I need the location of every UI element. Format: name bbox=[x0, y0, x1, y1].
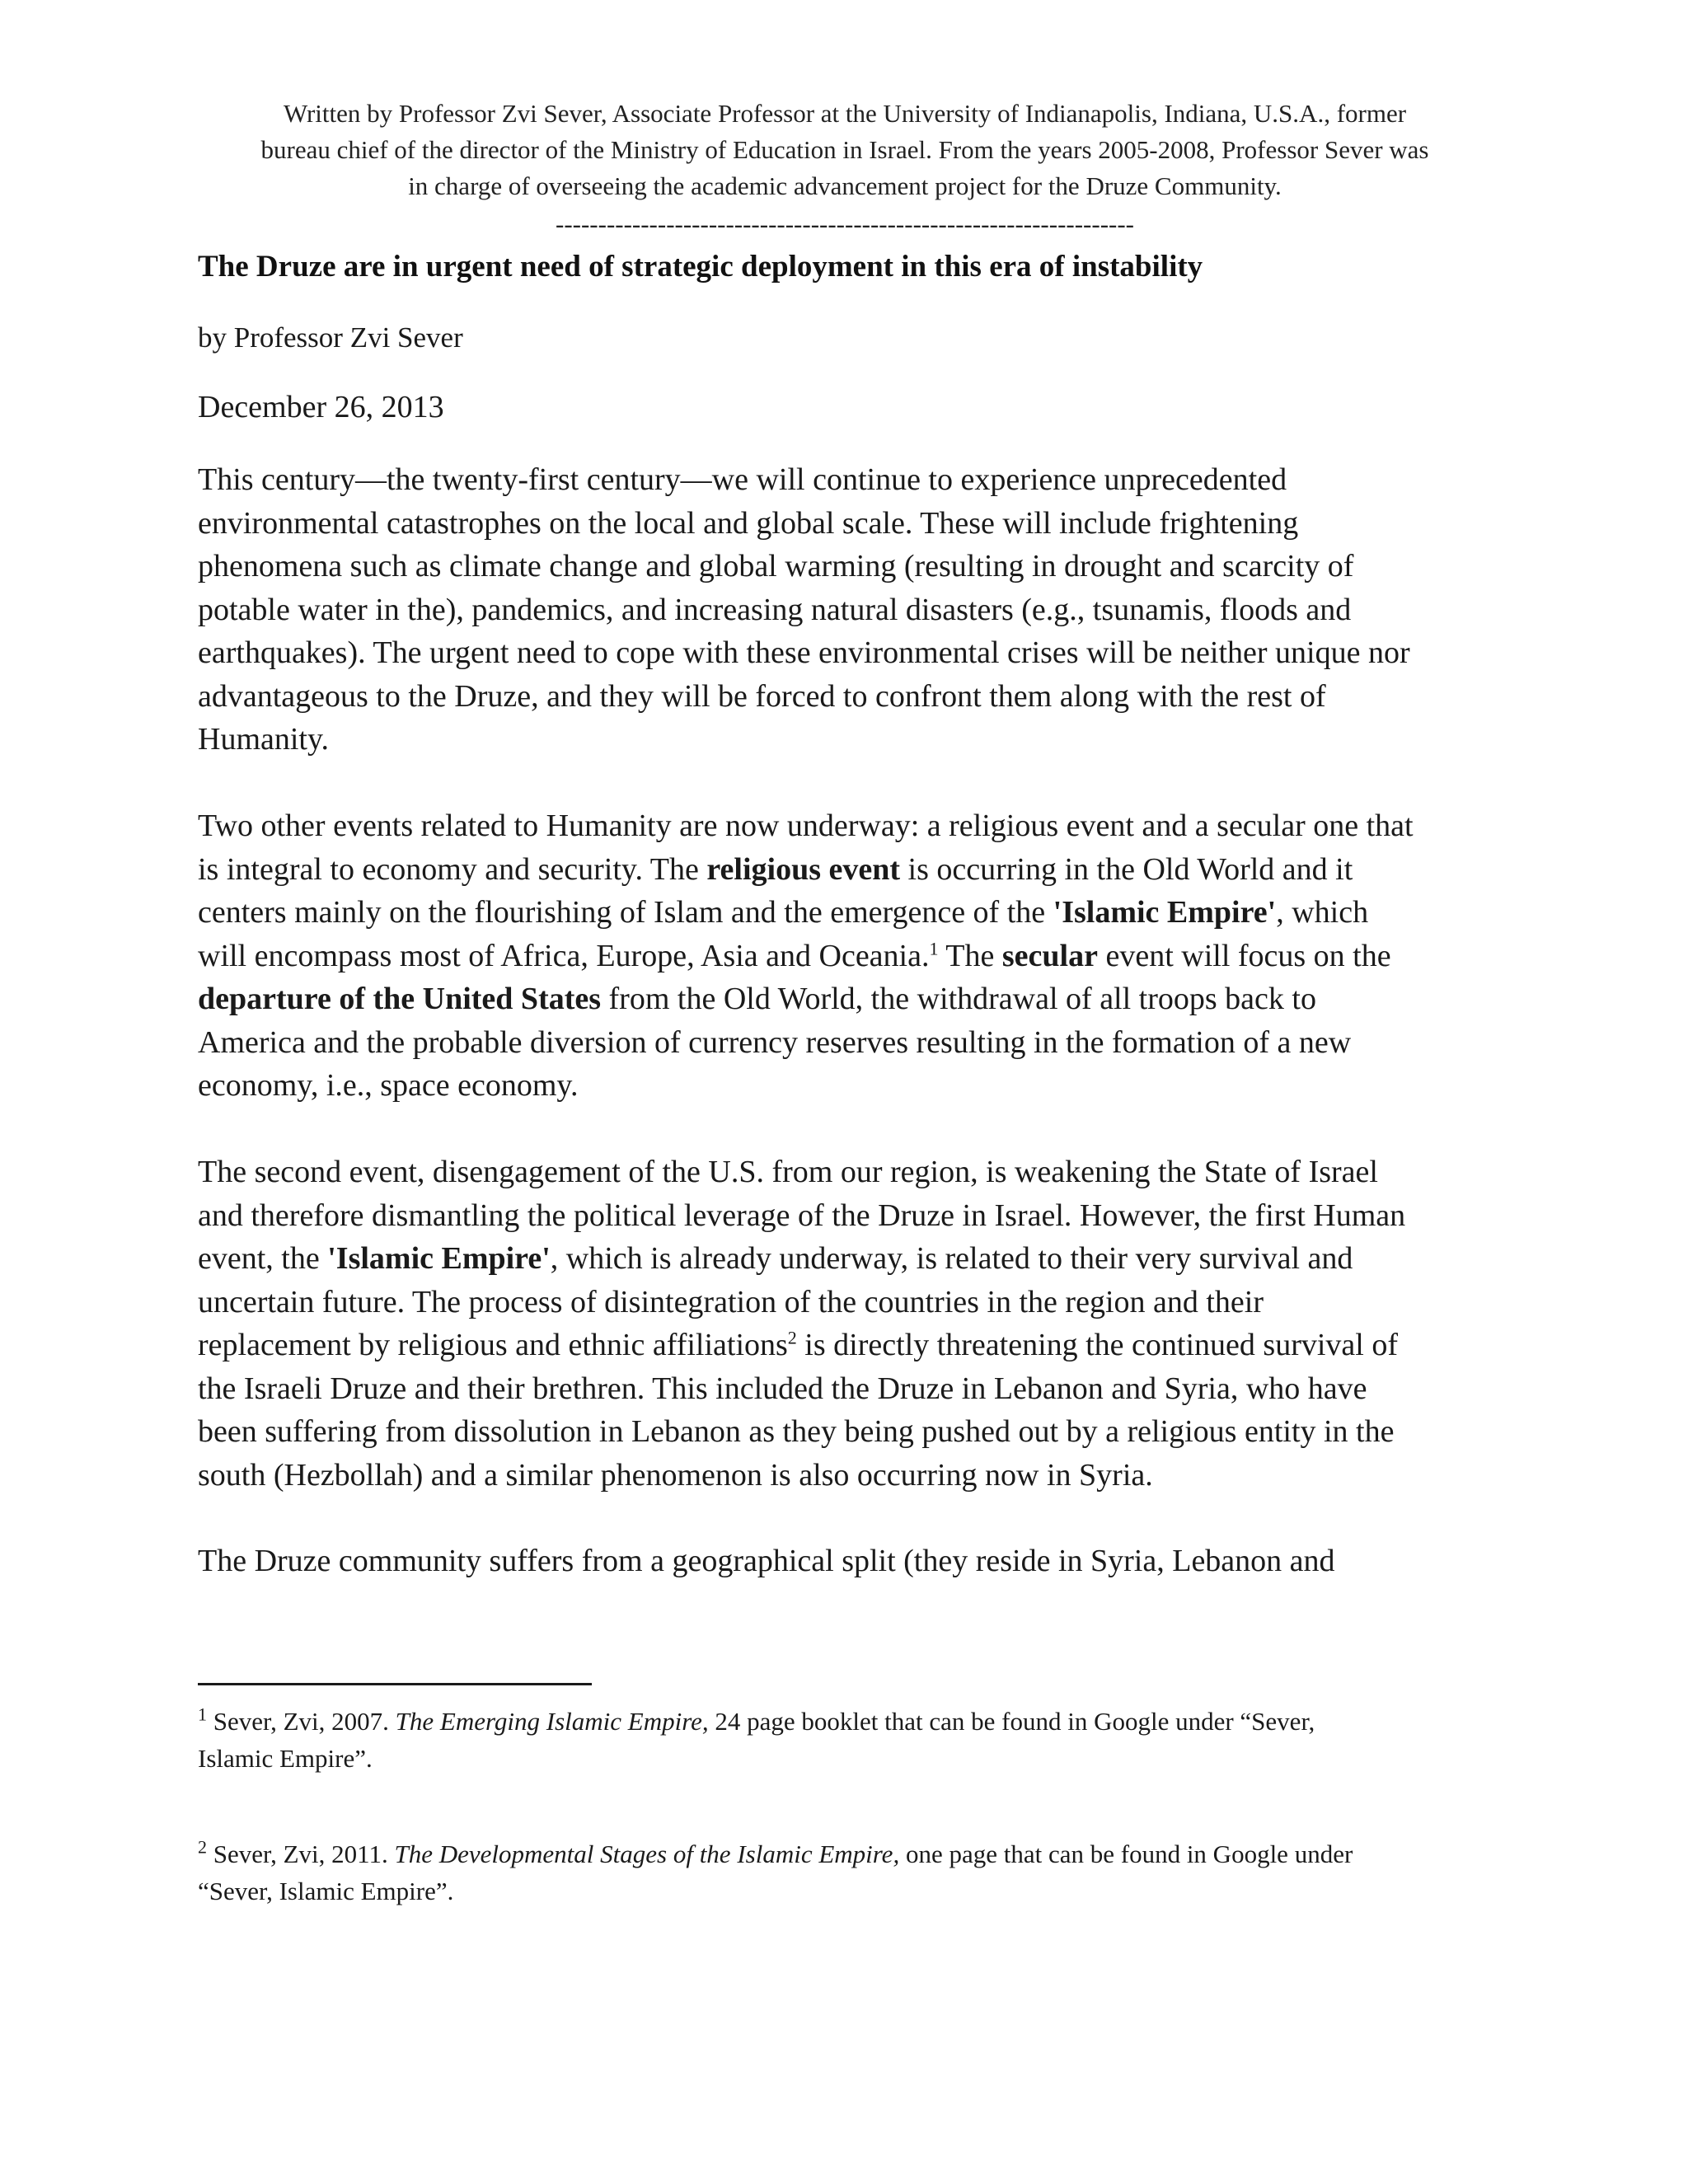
emphasis-religious-event: religious event bbox=[706, 851, 901, 887]
text-line: “Sever, Islamic Empire”. bbox=[198, 1877, 454, 1905]
text-run: 24 page booklet that can be found in Google under “Sever, bbox=[708, 1707, 1315, 1736]
text-run: , which is already underway, is related to their very survival and bbox=[550, 1241, 1353, 1276]
text-line: The second event, disengagement of the U.S. from our region, is weakening the State of Israel bbox=[198, 1155, 1378, 1189]
text-line bbox=[198, 1835, 1500, 1872]
text-run: The bbox=[938, 938, 1002, 973]
text-run: , which bbox=[1276, 895, 1369, 930]
footnote-1 bbox=[198, 1703, 1500, 1777]
text-line: This century—the twenty-first century—we will continue to experience unprecedented bbox=[198, 462, 1287, 497]
paragraph-3 bbox=[198, 1151, 1500, 1497]
preface-line: bureau chief of the director of the Ministry of Education in Israel. From the years 2005-2008, Professor Sever was bbox=[260, 135, 1429, 164]
emphasis-us-departure: departure of the United States bbox=[198, 982, 602, 1016]
footnote-divider bbox=[198, 1683, 592, 1685]
article-date: December 26, 2013 bbox=[198, 390, 444, 424]
author-preface bbox=[198, 96, 1492, 204]
text-line: Islamic Empire”. bbox=[198, 1744, 373, 1773]
footnote-ref-1[interactable]: 1 bbox=[929, 937, 939, 958]
text-line: advantageous to the Druze, and they will be forced to confront them along with the rest of bbox=[198, 678, 1326, 714]
article-title: The Druze are in urgent need of strategic deployment in this era of instability bbox=[198, 250, 1203, 284]
text-run: event, the bbox=[198, 1241, 328, 1276]
emphasis-secular: secular bbox=[1001, 938, 1098, 973]
preface-line: in charge of overseeing the academic advancement project for the Druze Community. bbox=[408, 171, 1282, 200]
text-line: environmental catastrophes on the local and global scale. These will include frightening bbox=[198, 505, 1299, 541]
text-line: been suffering from dissolution in Lebanon as they being pushed out by a religious entity in the bbox=[198, 1414, 1395, 1449]
preface-line: Written by Professor Zvi Sever, Associate Professor at the University of Indianapolis, Indiana, U.S.A., former bbox=[283, 99, 1407, 128]
text-run: Sever, Zvi, 2007. bbox=[207, 1707, 396, 1736]
text-run: is directly threatening the continued survival of bbox=[796, 1328, 1398, 1362]
paragraph-4 bbox=[198, 1540, 1500, 1583]
text-line bbox=[198, 1237, 1500, 1281]
text-line: earthquakes). The urgent need to cope with these environmental crises will be neither unique nor bbox=[198, 635, 1410, 670]
text-run: from the Old World, the withdrawal of all troops back to bbox=[601, 982, 1316, 1016]
text-line: potable water in the), pandemics, and increasing natural disasters (e.g., tsunamis, floods and bbox=[198, 592, 1352, 627]
text-run: Sever, Zvi, 2011. bbox=[207, 1840, 395, 1868]
footnote-number: 2 bbox=[198, 1836, 207, 1858]
text-line: America and the probable diversion of currency reserves resulting in the formation of a new bbox=[198, 1024, 1352, 1060]
text-run: centers mainly on the flourishing of Islam and the emergence of the bbox=[198, 895, 1053, 930]
text-run: one page that can be found in Google under bbox=[899, 1840, 1353, 1868]
footnote-title: The Developmental Stages of the Islamic Empire, bbox=[394, 1840, 900, 1868]
text-line: economy, i.e., space economy. bbox=[198, 1068, 579, 1103]
footnote-number: 1 bbox=[198, 1704, 207, 1725]
text-line: south (Hezbollah) and a similar phenomenon is also occurring now in Syria. bbox=[198, 1457, 1153, 1493]
text-line: Two other events related to Humanity are now underway: a religious event and a secular one that bbox=[198, 808, 1414, 843]
text-line: the Israeli Druze and their brethren. This included the Druze in Lebanon and Syria, who have bbox=[198, 1371, 1367, 1406]
text-run: replacement by religious and ethnic affiliations bbox=[198, 1328, 788, 1362]
footnote-title: The Emerging Islamic Empire, bbox=[395, 1707, 709, 1736]
separator-line: -------------------------------------------------------------------- bbox=[556, 209, 1134, 238]
text-line bbox=[198, 1703, 1500, 1740]
footnote-ref-2[interactable]: 2 bbox=[787, 1327, 797, 1348]
text-line bbox=[198, 1324, 1500, 1367]
text-line bbox=[198, 848, 1500, 892]
emphasis-islamic-empire: 'Islamic Empire' bbox=[1053, 895, 1277, 930]
emphasis-islamic-empire: 'Islamic Empire' bbox=[327, 1241, 551, 1276]
text-run: is occurring in the Old World and it bbox=[900, 851, 1353, 887]
text-line bbox=[198, 977, 1500, 1021]
text-run: is integral to economy and security. The bbox=[198, 851, 707, 887]
article-byline: by Professor Zvi Sever bbox=[198, 321, 463, 354]
text-line: The Druze community suffers from a geographical split (they reside in Syria, Lebanon and bbox=[198, 1544, 1335, 1578]
text-run: will encompass most of Africa, Europe, Asia and Oceania. bbox=[198, 938, 930, 973]
text-line bbox=[198, 891, 1500, 935]
paragraph-1 bbox=[198, 458, 1500, 762]
text-run: event will focus on the bbox=[1097, 938, 1391, 973]
text-line bbox=[198, 935, 1500, 978]
text-line: Humanity. bbox=[198, 722, 330, 757]
footnote-2 bbox=[198, 1835, 1500, 1910]
text-line: uncertain future. The process of disintegration of the countries in the region and their bbox=[198, 1284, 1264, 1319]
paragraph-2 bbox=[198, 804, 1500, 1108]
text-line: phenomena such as climate change and global warming (resulting in drought and scarcity of bbox=[198, 549, 1354, 583]
text-line: and therefore dismantling the political leverage of the Druze in Israel. However, the first Human bbox=[198, 1197, 1406, 1233]
